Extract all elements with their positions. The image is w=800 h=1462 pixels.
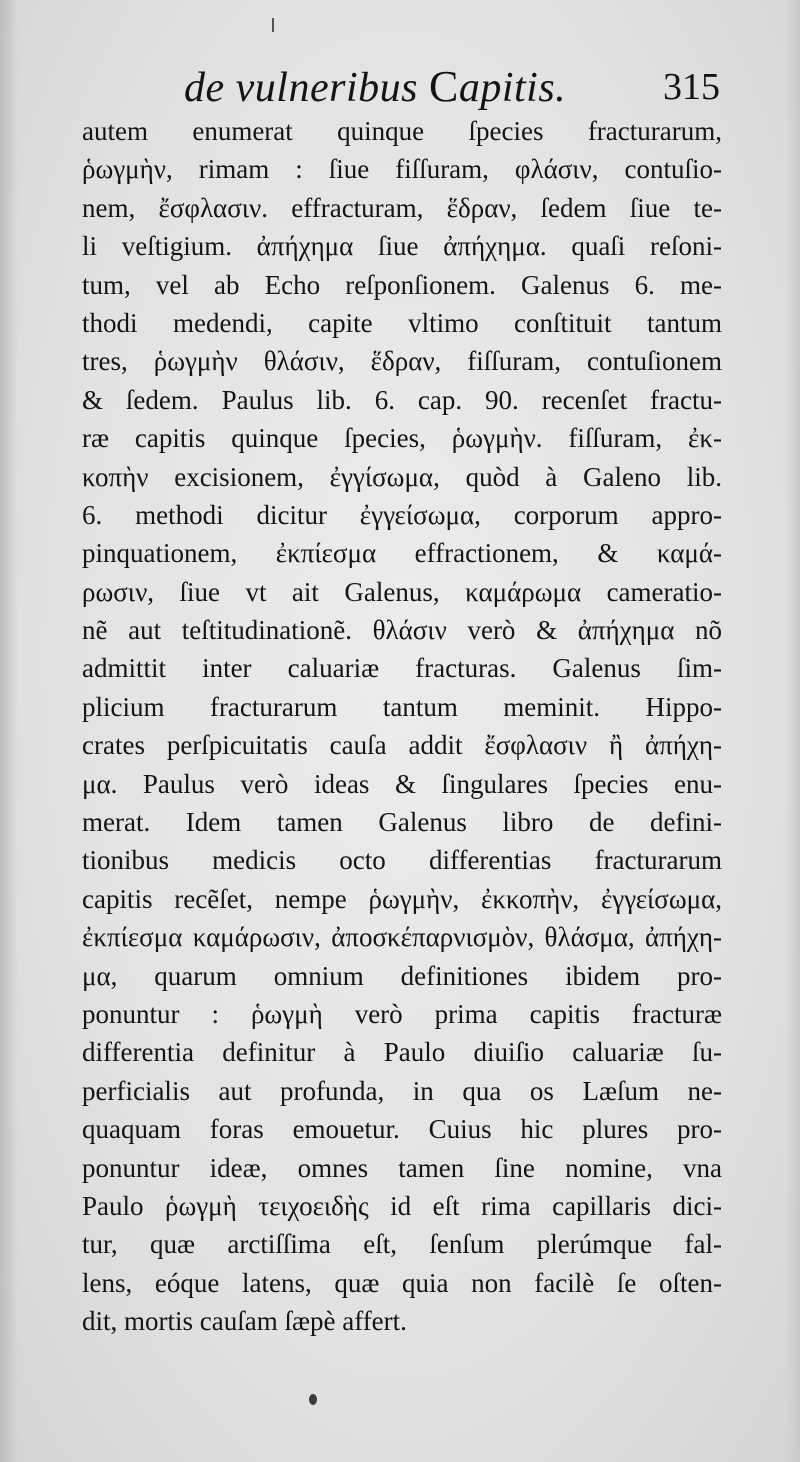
printer-mark [272, 18, 274, 32]
text-line: tres, ῥωγμὴν θλάσιν, ἕδραν, fiſſuram, contuſionem [82, 346, 722, 377]
text-line: thodi medendi, capite vltimo conſtituit tantum [82, 307, 722, 338]
text-line: pinquationem, ἐκπίεσμα effractionem, & καμά- [82, 538, 722, 569]
text-line: ponuntur : ῥωγμὴ verò prima capitis fracturæ [82, 998, 722, 1029]
running-title [184, 62, 566, 113]
text-line: ræ capitis quinque ſpecies, ῥωγμὴν. fiſſuram, ἐκ- [82, 423, 722, 454]
ink-spot [309, 1394, 317, 1405]
running-head [80, 62, 720, 112]
text-line: 6. methodi dicitur ἐγγείσωμα, corporum appro- [82, 499, 722, 530]
text-line: crates perſpicuitatis cauſa addit ἔσφλασιν ἢ ἀπήχη- [82, 730, 722, 761]
text-line: ῥωγμὴν, rimam : ſiue fiſſuram, φλάσιν, contuſio- [82, 154, 722, 185]
running-title-rest: apitis. [458, 65, 567, 111]
text-line: Paulo ῥωγμὴ τειχοειδὴς id eſt rima capillaris dici- [82, 1190, 722, 1221]
text-line: tum, vel ab Echo reſponſionem. Galenus 6. me- [82, 269, 722, 300]
text-line: μα, quarum omnium definitiones ibidem pro- [82, 960, 722, 991]
page-number: 315 [663, 66, 720, 108]
text-line: μα. Paulus verò ideas & ſingulares ſpecies enu- [82, 768, 722, 799]
body-text [82, 112, 722, 1341]
running-title-capital: C [428, 62, 459, 111]
text-line: dit, mortis cauſam ſæpè affert. [82, 1306, 407, 1337]
text-line: tur, quæ arctiſſima eſt, ſenſum plerúmque fal- [82, 1229, 722, 1260]
text-line: ἐκπίεσμα καμάρωσιν, ἀποσκέπαρνισμὸν, θλάσμα, ἀπήχη- [82, 922, 722, 953]
running-title-prefix: de vulneribus [184, 65, 429, 111]
text-line: merat. Idem tamen Galenus libro de defini- [82, 807, 722, 838]
text-line: plicium fracturarum tantum meminit. Hippo- [82, 691, 722, 722]
text-line: differentia definitur à Paulo diuiſio caluariæ ſu- [82, 1037, 722, 1068]
text-line: li veſtigium. ἀπήχημα ſiue ἀπήχημα. quaſi reſoni- [82, 231, 722, 262]
text-line: nem, ἔσφλασιν. effracturam, ἕδραν, ſedem ſiue te- [82, 192, 722, 223]
text-line: quaquam foras emouetur. Cuius hic plures pro- [82, 1114, 722, 1145]
text-line: autem enumerat quinque ſpecies fracturarum, [82, 116, 722, 146]
text-line: tionibus medicis octo differentias fracturarum [82, 845, 722, 876]
text-line: lens, eóque latens, quæ quia non facilè ſe oſten- [82, 1267, 722, 1298]
text-line: capitis recẽſet, nempe ῥωγμὴν, ἐκκοπὴν, ἐγγείσωμα, [82, 883, 722, 914]
text-line: nẽ aut teſtitudinationẽ. θλάσιν verò & ἀπήχημα nõ [82, 615, 722, 646]
text-line: ponuntur ideæ, omnes tamen ſine nomine, vna [82, 1152, 722, 1183]
text-line: ρωσιν, ſiue vt ait Galenus, καμάρωμα cameratio- [82, 576, 722, 607]
text-line: & ſedem. Paulus lib. 6. cap. 90. recenſet fractu- [82, 384, 722, 415]
text-line: admittit inter caluariæ fracturas. Galenus ſim- [82, 653, 722, 684]
text-line: perficialis aut profunda, in qua os Læſum ne- [82, 1075, 722, 1106]
text-line: κοπὴν excisionem, ἐγγίσωμα, quòd à Galeno lib. [82, 461, 722, 492]
